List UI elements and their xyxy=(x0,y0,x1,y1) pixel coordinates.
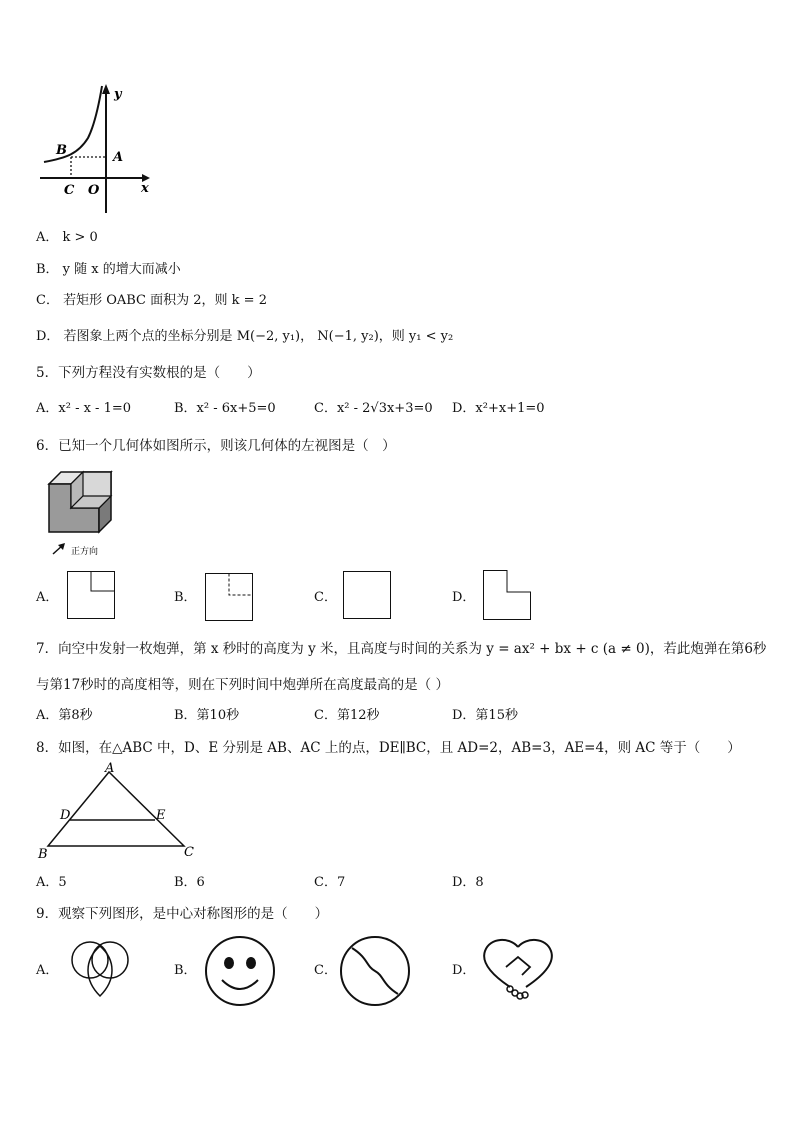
tri-label-c: C xyxy=(184,845,194,860)
q9-option-a-trefoil xyxy=(66,940,136,1000)
q7-option-b: B．第10秒 xyxy=(174,708,240,723)
tri-label-a: A xyxy=(105,761,115,776)
label-y: y xyxy=(114,87,122,102)
q9-option-c-taiji xyxy=(338,936,412,1006)
q4-option-d: D． 若图象上两个点的坐标分别是 M(−2, y₁)， N(−1, y₂)，则 y₁ < y₂ xyxy=(36,329,454,344)
q4-option-b: B． y 随 x 的增大而减小 xyxy=(36,262,181,277)
q7-option-c: C．第12秒 xyxy=(314,708,380,723)
label-o: O xyxy=(88,183,100,198)
tri-label-b: B xyxy=(38,847,48,862)
label-c: C xyxy=(64,183,75,198)
q5-option-a: A．x² - x - 1=0 xyxy=(36,401,132,416)
q7-line2: 与第17秒时的高度相等，则在下列时间中炮弹所在高度最高的是（ ） xyxy=(36,677,449,693)
tri-label-d: D xyxy=(60,808,71,823)
q9-stem: 9．观察下列图形，是中心对称图形的是（ ） xyxy=(36,906,329,922)
q6-option-a-view xyxy=(67,571,115,619)
q7-option-d: D．第15秒 xyxy=(452,708,518,723)
q8-option-a: A．5 xyxy=(36,875,67,890)
q8-option-b: B．6 xyxy=(174,875,205,890)
q5-stem: 5．下列方程没有实数根的是（ ） xyxy=(36,365,261,381)
q9-option-d-heart-hands xyxy=(480,937,556,1003)
label-b: B xyxy=(56,143,67,158)
q8-option-c: C．7 xyxy=(314,875,346,890)
solid-figure xyxy=(45,470,125,560)
direction-caption: 正方向 xyxy=(71,547,99,557)
y-axis-arrow xyxy=(102,84,110,94)
hyperbola-curve xyxy=(44,86,102,162)
q7-option-a: A．第8秒 xyxy=(36,708,93,723)
triangle-figure xyxy=(36,762,206,862)
q6-option-c-label: C． xyxy=(314,590,337,605)
q8-option-d: D．8 xyxy=(452,875,484,890)
q9-option-c-label: C． xyxy=(314,963,337,978)
q6-option-c-view xyxy=(343,571,391,619)
q4-option-c: C． 若矩形 OABC 面积为 2，则 k = 2 xyxy=(36,293,267,308)
q9-option-a-label: A． xyxy=(36,963,59,978)
q6-stem: 6．已知一个几何体如图所示，则该几何体的左视图是（ ） xyxy=(36,438,396,454)
q8-stem: 8．如图，在△ABC 中，D、E 分别是 AB、AC 上的点，DE∥BC，且 AD=2，AB=3，AE=4，则 AC 等于（ ） xyxy=(36,740,741,756)
q5-option-d: D．x²+x+1=0 xyxy=(452,401,545,416)
q4-option-a: A． k > 0 xyxy=(36,230,98,245)
q7-line1: 7．向空中发射一枚炮弹，第 x 秒时的高度为 y 米，且高度与时间的关系为 y = ax² + bx + c (a ≠ 0)，若此炮弹在第6秒 xyxy=(36,641,767,657)
q6-option-b-label: B． xyxy=(174,590,197,605)
q9-option-d-label: D． xyxy=(452,963,476,978)
q5-option-b: B．x² - 6x+5=0 xyxy=(174,401,276,416)
label-a: A xyxy=(113,150,124,165)
q9-option-b-smiley xyxy=(203,936,277,1006)
q9-option-b-label: B． xyxy=(174,963,197,978)
q6-option-b-view xyxy=(205,573,253,621)
q6-option-d-view xyxy=(483,570,531,620)
q6-option-d-label: D． xyxy=(452,590,476,605)
q6-option-a-label: A． xyxy=(36,590,59,605)
tri-label-e: E xyxy=(156,808,166,823)
label-x: x xyxy=(141,181,149,196)
q5-option-c: C．x² - 2√3x+3=0 xyxy=(314,401,433,416)
inverse-function-graph xyxy=(36,82,166,222)
